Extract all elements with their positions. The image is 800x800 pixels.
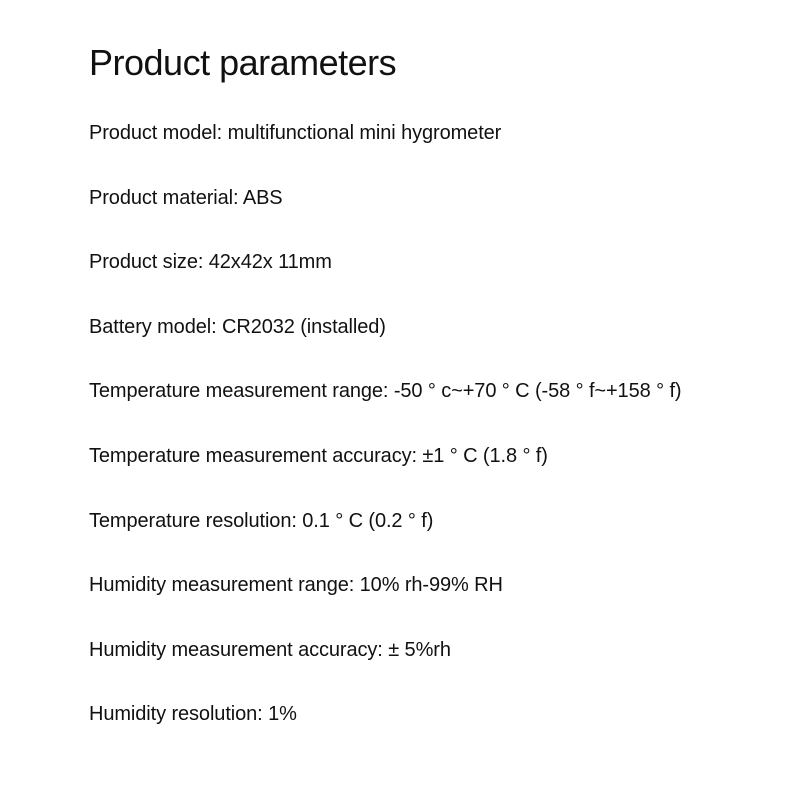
parameter-temperature-range: Temperature measurement range: -50 ° c~+70 ° C (-58 ° f~+158 ° f) [89,380,682,403]
parameter-product-size: Product size: 42x42x 11mm [89,251,332,274]
parameter-humidity-accuracy: Humidity measurement accuracy: ± 5%rh [89,638,451,661]
page-title: Product parameters [89,42,397,83]
parameter-humidity-resolution: Humidity resolution: 1% [89,703,297,726]
parameter-humidity-range: Humidity measurement range: 10% rh-99% RH [89,574,503,597]
parameter-temperature-accuracy: Temperature measurement accuracy: ±1 ° C (1.8 ° f) [89,444,548,467]
parameter-list [89,118,681,764]
parameter-battery-model: Battery model: CR2032 (installed) [89,315,386,338]
parameter-product-model: Product model: multifunctional mini hygrometer [89,122,502,144]
parameter-temperature-resolution: Temperature resolution: 0.1 ° C (0.2 ° f) [89,509,434,532]
parameter-product-material: Product material: ABS [89,186,283,209]
